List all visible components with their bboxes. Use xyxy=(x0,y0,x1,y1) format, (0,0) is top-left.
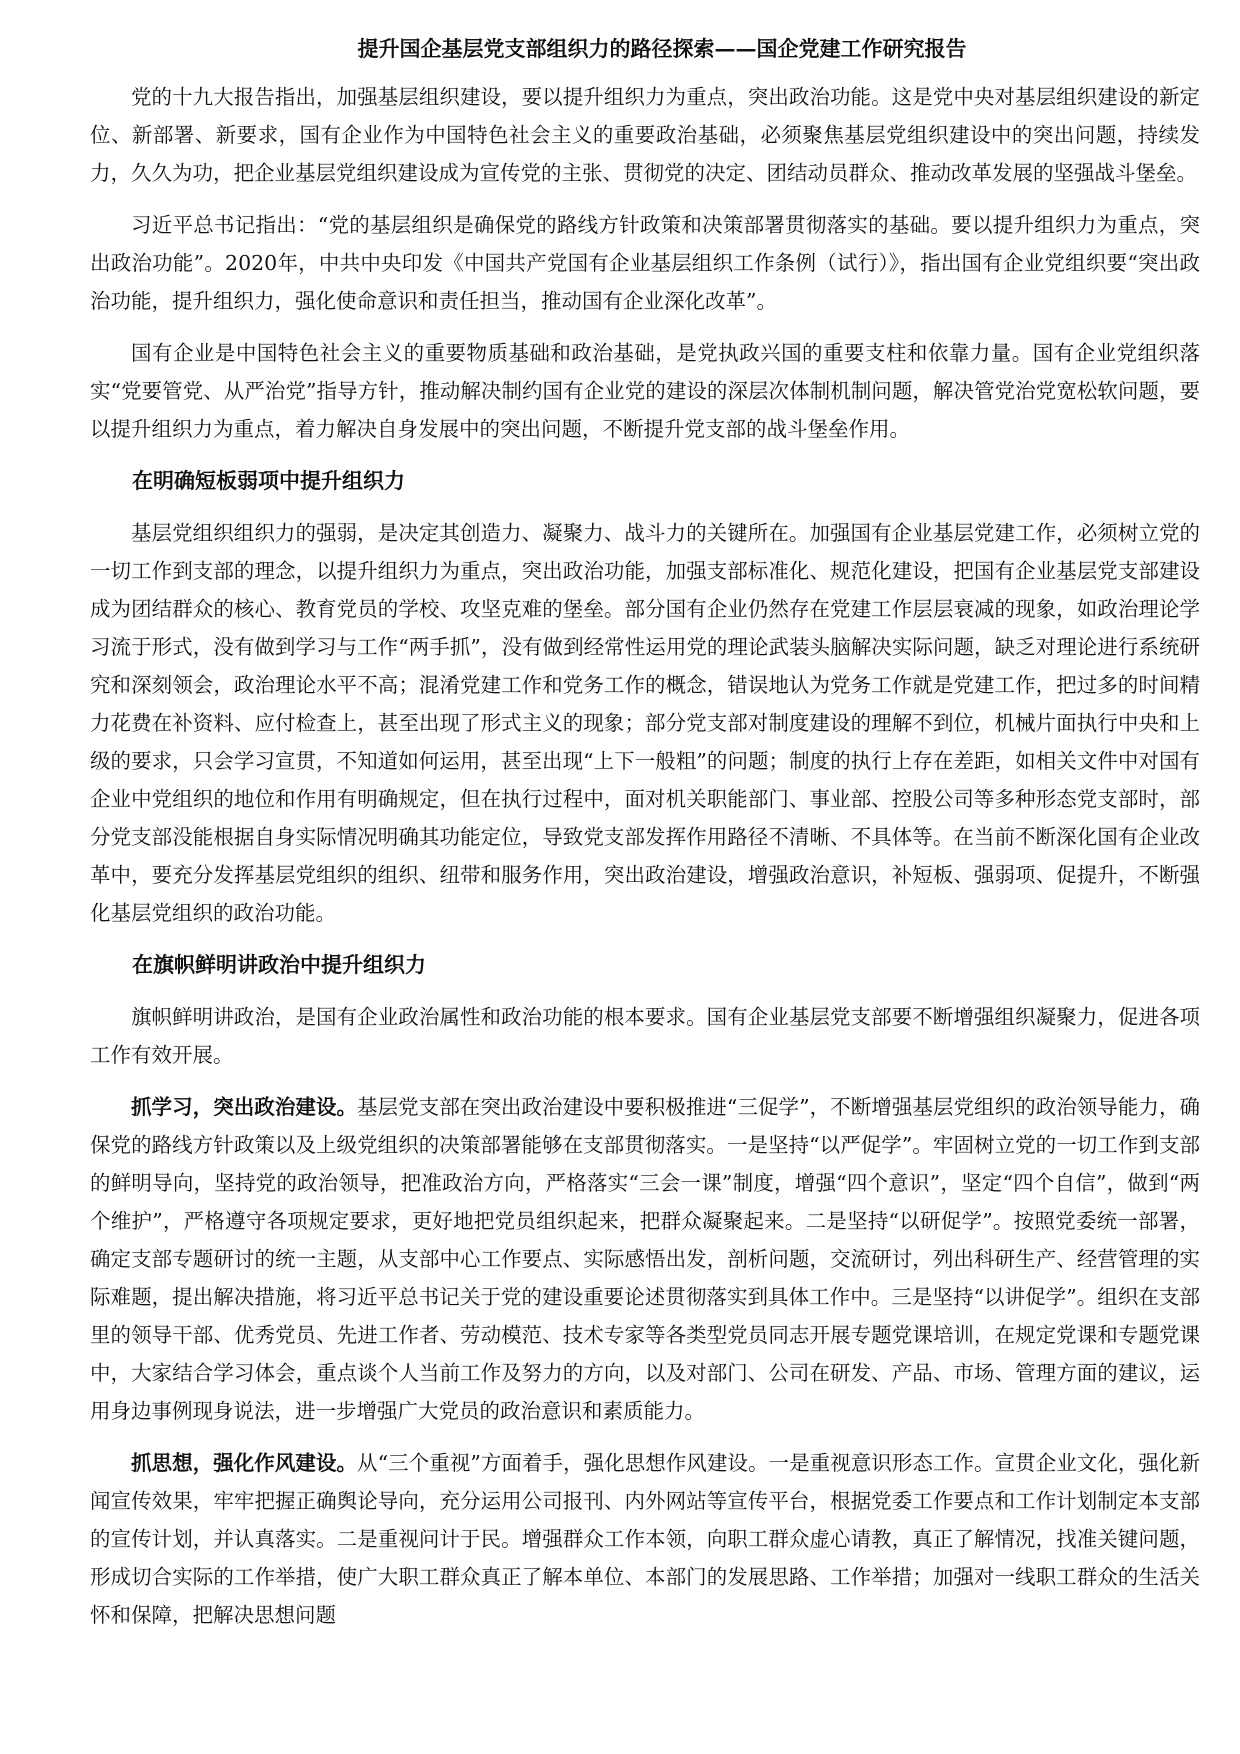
paragraph-quote: 习近平总书记指出：“党的基层组织是确保党的路线方针政策和决策部署贯彻落实的基础。要以提升组织力为重点，突出政治功能”。2020年，中共中央印发《中国共产党国有企业基层组织工作条例（试行）》，指出国有企业党组织要“突出政治功能，提升组织力，强化使命意识和责任担当，推动国有企业深化改革”。 xyxy=(90,213,1200,313)
paragraph-thought-lead: 抓思想，强化作风建设。 xyxy=(131,1451,358,1475)
document-title: 提升国企基层党支部组织力的路径探索——国企党建工作研究报告 xyxy=(357,36,967,61)
paragraph-study-body: 基层党支部在突出政治建设中要积极推进“三促学”，不断增强基层党组织的政治领导能力，确保党的路线方针政策以及上级党组织的决策部署能够在支部贯彻落实。一是坚持“以严促学”。牢固树立党的一切工作到支部的鲜明导向，坚持党的政治领导，把准政治方向，严格落实“三会一课”制度，增强“四个意识”，坚定“四个自信”，做到“两个维护”，严格遵守各项规定要求，更好地把党员组织起来，把群众凝聚起来。二是坚持“以研促学”。按照党委统一部署，确定支部专题研讨的统一主题，从支部中心工作要点、实际感悟出发，剖析问题，交流研讨，列出科研生产、经营管理的实际难题，提出解决措施，将习近平总书记关于党的建设重要论述贯彻落实到具体工作中。三是坚持“以讲促学”。组织在支部里的领导干部、优秀党员、先进工作者、劳动模范、技术专家等各类型党员同志开展专题党课培训，在规定党课和专题党课中，大家结合学习体会，重点谈个人当前工作及努力的方向，以及对部门、公司在研发、产品、市场、管理方面的建议，运用身边事例现身说法，进一步增强广大党员的政治意识和素质能力。 xyxy=(90,1095,1201,1423)
paragraph-background: 国有企业是中国特色社会主义的重要物质基础和政治基础，是党执政兴国的重要支柱和依靠力量。国有企业党组织落实“党要管党、从严治党”指导方针，推动解决制约国有企业党的建设的深层次体制机制问题，解决管党治党宽松软问题，要以提升组织力为重点，着力解决自身发展中的突出问题，不断提升党支部的战斗堡垒作用。 xyxy=(90,341,1200,441)
paragraph-study-lead: 抓学习，突出政治建设。 xyxy=(131,1095,358,1119)
section-heading-politics: 在旗帜鲜明讲政治中提升组织力 xyxy=(132,952,426,977)
section-heading-shortcomings: 在明确短板弱项中提升组织力 xyxy=(132,468,405,493)
paragraph-politics: 旗帜鲜明讲政治，是国有企业政治属性和政治功能的根本要求。国有企业基层党支部要不断增强组织凝聚力，促进各项工作有效开展。 xyxy=(90,1005,1200,1067)
paragraph-thought xyxy=(90,1444,1200,1634)
paragraph-thought-body: 从“三个重视”方面着手，强化思想作风建设。一是重视意识形态工作。宣贯企业文化，强化新闻宣传效果，牢牢把握正确舆论导向，充分运用公司报刊、内外网站等宣传平台，根据党委工作要点和工作计划制定本支部的宣传计划，并认真落实。二是重视问计于民。增强群众工作本领，向职工群众虚心请教，真正了解情况，找准关键问题，形成切合实际的工作举措，使广大职工群众真正了解本单位、本部门的发展思路、工作举措；加强对一线职工群众的生活关怀和保障，把解决思想问题 xyxy=(90,1451,1201,1627)
document-page xyxy=(90,30,1200,1648)
paragraph-shortcomings: 基层党组织组织力的强弱，是决定其创造力、凝聚力、战斗力的关键所在。加强国有企业基层党建工作，必须树立党的一切工作到支部的理念，以提升组织力为重点，突出政治功能，加强支部标准化、规范化建设，把国有企业基层党支部建设成为团结群众的核心、教育党员的学校、攻坚克难的堡垒。部分国有企业仍然存在党建工作层层衰减的现象，如政治理论学习流于形式，没有做到学习与工作“两手抓”，没有做到经常性运用党的理论武装头脑解决实际问题，缺乏对理论进行系统研究和深刻领会，政治理论水平不高；混淆党建工作和党务工作的概念，错误地认为党务工作就是党建工作，把过多的时间精力花费在补资料、应付检查上，甚至出现了形式主义的现象；部分党支部对制度建设的理解不到位，机械片面执行中央和上级的要求，只会学习宣贯，不知道如何运用，甚至出现“上下一般粗”的问题；制度的执行上存在差距，如相关文件中对国有企业中党组织的地位和作用有明确规定，但在执行过程中，面对机关职能部门、事业部、控股公司等多种形态党支部时，部分党支部没能根据自身实际情况明确其功能定位，导致党支部发挥作用路径不清晰、不具体等。在当前不断深化国有企业改革中，要充分发挥基层党组织的组织、纽带和服务作用，突出政治建设，增强政治意识，补短板、强弱项、促提升，不断强化基层党组织的政治功能。 xyxy=(90,521,1200,925)
paragraph-intro: 党的十九大报告指出，加强基层组织建设，要以提升组织力为重点，突出政治功能。这是党中央对基层组织建设的新定位、新部署、新要求，国有企业作为中国特色社会主义的重要政治基础，必须聚焦基层党组织建设中的突出问题，持续发力，久久为功，把企业基层党组织建设成为宣传党的主张、贯彻党的决定、团结动员群众、推动改革发展的坚强战斗堡垒。 xyxy=(90,85,1200,185)
paragraph-study xyxy=(90,1088,1200,1430)
